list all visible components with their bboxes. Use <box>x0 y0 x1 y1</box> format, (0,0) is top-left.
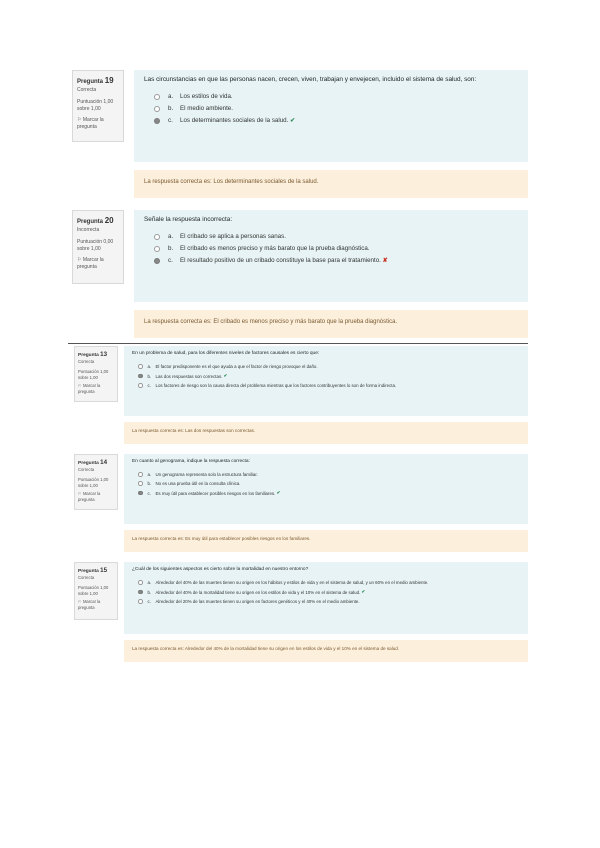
question-score: Puntuación 1,00 sobre 1,00 <box>78 584 109 596</box>
answer-option-b[interactable]: b. No es una prueba útil en la consulta clínica. <box>138 481 520 486</box>
feedback-box: La respuesta correcta es: Es muy útil para establecer posibles riesgos en los familiares. <box>124 530 528 552</box>
question-state: Correcta <box>77 87 97 93</box>
feedback-box: La respuesta correcta es: Las dos respuestas son correctas. <box>124 422 528 444</box>
flag-icon: ⚐ <box>77 116 82 123</box>
question-content <box>124 454 528 524</box>
question-number: Pregunta 13 <box>78 351 108 358</box>
question-score: Puntuación 1,00 sobre 1,00 <box>77 98 114 112</box>
question-text: ¿Cuál de los siguientes aspectos es cierto sobre la mortalidad en nuestro entorno? <box>132 567 309 572</box>
feedback-box: La respuesta correcta es: El cribado es menos preciso y más barato que la prueba diagnóstica. <box>134 310 528 338</box>
question-number: Pregunta 14 <box>78 459 108 466</box>
flag-question-link[interactable]: ⚐ Marcar la pregunta <box>78 599 101 611</box>
question-info <box>72 210 124 284</box>
flag-question-link[interactable]: ⚐ Marcar la pregunta <box>78 491 101 503</box>
radio-button[interactable] <box>154 94 160 100</box>
question-content <box>124 562 528 634</box>
flag-icon: ⚐ <box>78 599 82 605</box>
correct-check-icon: ✔ <box>276 490 281 495</box>
radio-button[interactable] <box>154 246 160 252</box>
correct-check-icon: ✔ <box>290 117 296 124</box>
question-state: Correcta <box>78 359 95 365</box>
radio-button[interactable] <box>154 106 160 112</box>
question-score: Puntuación 1,00 sobre 1,00 <box>78 476 109 488</box>
radio-button-selected[interactable] <box>154 118 160 124</box>
answer-option-a[interactable]: a. Los estilos de vida. <box>154 93 518 100</box>
question-score: Puntuación 1,00 sobre 1,00 <box>78 368 109 380</box>
correct-check-icon: ✔ <box>361 589 366 594</box>
flag-question-link[interactable]: ⚐ Marcar la pregunta <box>77 116 104 130</box>
question-number: Pregunta 19 <box>77 76 114 85</box>
answer-option-c[interactable]: c. Es muy útil para establecer posibles riesgos en los familiares. ✔ <box>138 490 520 496</box>
answer-option-c[interactable]: c. Alrededor del 20% de las muertes tienen su origen en factores genéticos y el 40% en el medio ambiente. <box>138 599 520 604</box>
question-text: En cuanto al genograma, indique la respuesta correcta: <box>132 459 250 464</box>
question-content <box>124 346 528 416</box>
feedback-box: La respuesta correcta es: Los determinantes sociales de la salud. <box>134 170 528 198</box>
answer-option-b[interactable]: b. El cribado es menos preciso y más barato que la prueba diagnóstica. <box>154 245 518 252</box>
answer-option-a[interactable]: a. El cribado se aplica a personas sanas. <box>154 233 518 240</box>
question-info <box>72 70 124 142</box>
answer-option-b[interactable]: b. Alrededor del 40% de la mortalidad tiene su origen en los estilos de vida y el 10% en el sistema de salud. ✔ <box>138 589 520 595</box>
question-state: Correcta <box>78 467 95 473</box>
question-text: Señale la respuesta incorrecta: <box>144 216 233 223</box>
answer-option-b[interactable]: b. Las dos respuestas son correctas. ✔ <box>138 373 520 379</box>
question-number: Pregunta 20 <box>77 216 114 225</box>
radio-button[interactable] <box>138 383 143 388</box>
flag-icon: ⚐ <box>78 383 82 389</box>
radio-button[interactable] <box>138 364 143 369</box>
answer-option-a[interactable]: a. El factor predisponente es el que ayuda a que el factor de riesgo provoque el daño. <box>138 364 520 369</box>
question-info <box>74 562 118 620</box>
question-score: Puntuación 0,00 sobre 1,00 <box>77 238 114 252</box>
question-number: Pregunta 15 <box>78 567 108 574</box>
flag-icon: ⚐ <box>77 256 82 263</box>
incorrect-cross-icon: ✘ <box>382 257 388 264</box>
question-state: Correcta <box>78 575 95 581</box>
radio-button-selected[interactable] <box>138 491 143 496</box>
question-state: Incorrecta <box>77 227 100 233</box>
answer-option-c[interactable]: c. Los determinantes sociales de la salud. ✔ <box>154 117 518 124</box>
question-content <box>134 70 528 162</box>
answer-option-a[interactable]: a. Un genograma representa solo la estructura familiar. <box>138 472 520 477</box>
correct-check-icon: ✔ <box>223 373 228 378</box>
page-separator <box>68 343 528 344</box>
flag-question-link[interactable]: ⚐ Marcar la pregunta <box>77 256 104 270</box>
radio-button[interactable] <box>138 481 143 486</box>
feedback-box: La respuesta correcta es: Alrededor del 40% de la mortalidad tiene su origen en los estilos de vida y el 10% en el sistema de salud. <box>124 640 528 662</box>
radio-button-selected[interactable] <box>138 590 143 595</box>
radio-button[interactable] <box>154 234 160 240</box>
question-info <box>74 454 118 510</box>
radio-button[interactable] <box>138 599 143 604</box>
answer-option-a[interactable]: a. Alrededor del 40% de las muertes tienen su origen en los hábitos y estilos de vida y en el sistema de salud, y un 60% en el medio ambiente. <box>138 580 520 585</box>
radio-button-selected[interactable] <box>138 374 143 379</box>
radio-button-selected[interactable] <box>154 258 160 264</box>
radio-button[interactable] <box>138 472 143 477</box>
flag-icon: ⚐ <box>78 491 82 497</box>
radio-button[interactable] <box>138 580 143 585</box>
question-text: En un problema de salud, para los diferentes niveles de factores causales es cierto que: <box>132 351 320 356</box>
answer-option-b[interactable]: b. El medio ambiente. <box>154 105 518 112</box>
answer-option-c[interactable]: c. El resultado positivo de un cribado constituye la base para el tratamiento. ✘ <box>154 257 518 264</box>
answer-option-c[interactable]: c. Los factores de riesgo son la causa directa del problema mientras que los factores contribuyentes lo son de forma indirecta. <box>138 383 520 388</box>
question-content <box>134 210 528 302</box>
question-text: Las circunstancias en que las personas nacen, crecen, viven, trabajan y envejecen, incluido el sistema de salud, son: <box>144 76 477 83</box>
question-info <box>74 346 118 402</box>
flag-question-link[interactable]: ⚐ Marcar la pregunta <box>78 383 101 395</box>
